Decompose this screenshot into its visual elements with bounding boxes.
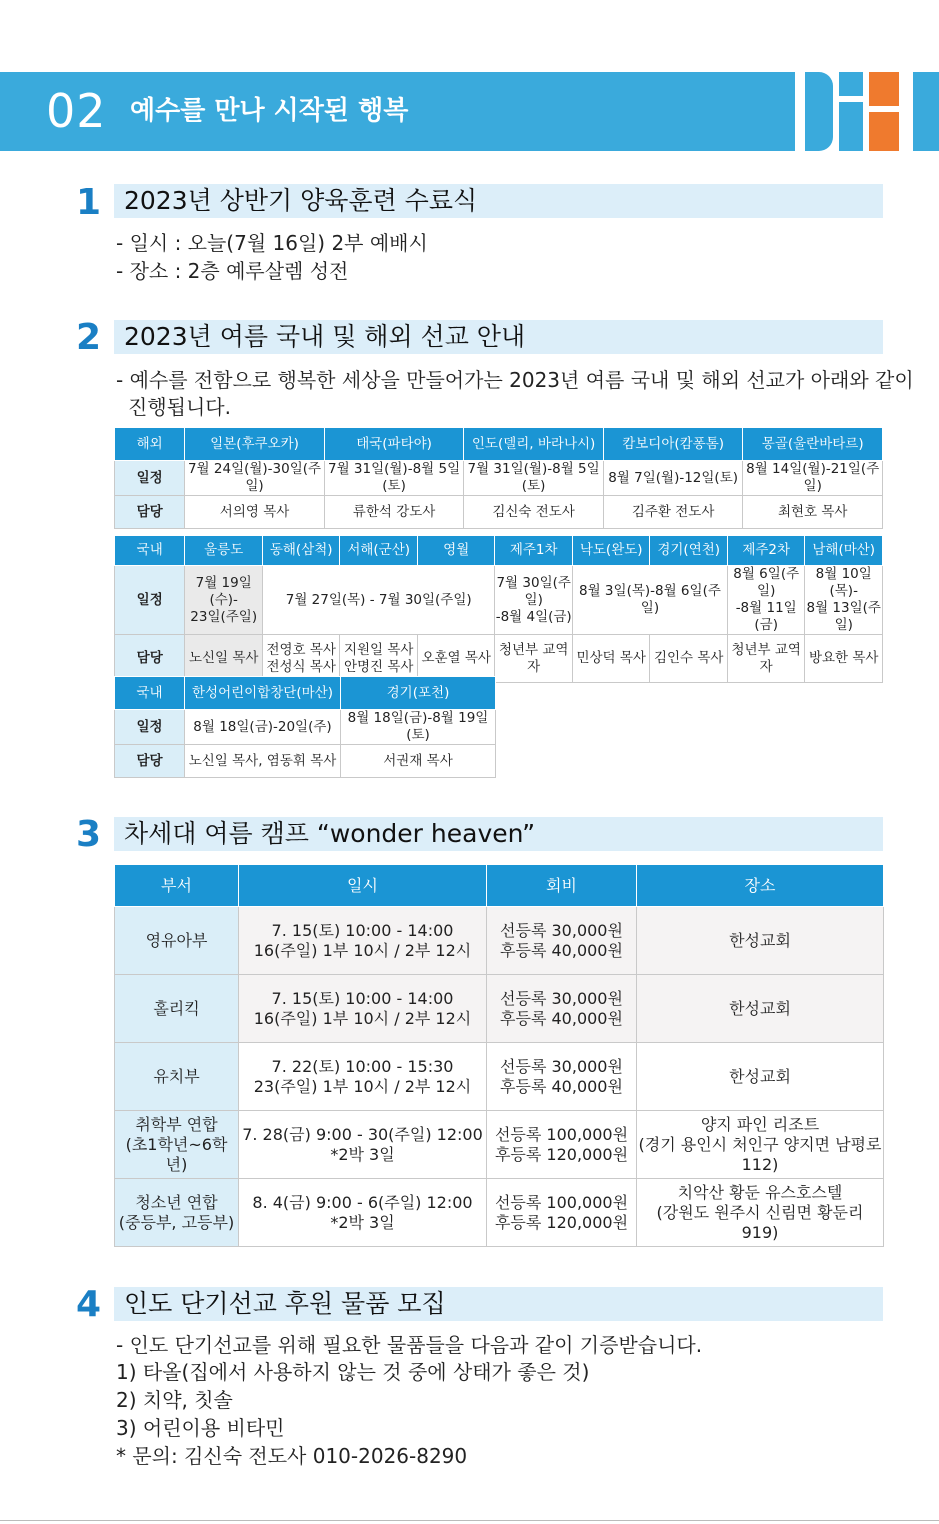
fee-cell <box>487 1179 637 1247</box>
dept-cell <box>115 1111 239 1179</box>
table-head: 일본(후쿠오카) <box>185 428 325 461</box>
table-cell: 오훈열 목사 <box>417 635 495 683</box>
table-head: 태국(파타야) <box>324 428 464 461</box>
cell-line: 7월 19일(수)- <box>195 574 252 608</box>
cell-line: 한성교회 <box>729 998 791 1018</box>
section-4-line: * 문의: 김신숙 전도사 010-2026-8290 <box>116 1444 468 1468</box>
cell-line: 선등록 30,000원 <box>500 920 623 940</box>
section-4-title: 인도 단기선교 후원 물품 모집 <box>124 1289 446 1318</box>
camp-table <box>114 864 884 1247</box>
table-cell: 방요한 목사 <box>805 635 883 683</box>
table-row <box>115 1043 884 1111</box>
table-head: 캄보디아(캄퐁톰) <box>603 428 743 461</box>
cell-line: 유치부 <box>153 1066 200 1086</box>
table-row <box>115 1111 884 1179</box>
table-head: 회비 <box>487 865 637 907</box>
cell-line: 8월 13일(주일) <box>806 600 881 633</box>
cell-line: 16(주일) 1부 10시 / 2부 12시 <box>253 1008 472 1028</box>
table-head: 해외 <box>115 428 185 461</box>
table-cell: 김인수 목사 <box>650 635 728 683</box>
cell-line: 한성교회 <box>729 1066 791 1086</box>
cell-line: -8월 4일(금) <box>495 608 572 625</box>
cell-line: *2박 3일 <box>330 1212 395 1232</box>
table-cell: 7월 31일(월)-8월 5일(토) <box>324 461 464 496</box>
cell-line: 후등록 40,000원 <box>500 1008 623 1028</box>
table-cell <box>805 566 883 635</box>
section-1-line: - 장소 : 2층 예루살렘 성전 <box>116 259 349 283</box>
table-head: 부서 <box>115 865 239 907</box>
cell-line: 8월 6일(주일) <box>733 566 800 599</box>
row-label: 일정 <box>115 566 185 635</box>
cell-line: 후등록 120,000원 <box>494 1212 629 1232</box>
table-cell <box>185 566 263 635</box>
fee-cell <box>487 907 637 975</box>
table-cell: 류한석 강도사 <box>324 496 464 529</box>
table-cell: 서의영 목사 <box>185 496 325 529</box>
table-head: 일시 <box>239 865 487 907</box>
table-cell <box>495 566 573 635</box>
table-head: 경기(포천) <box>341 677 496 710</box>
table-cell: 8월 18일(금)-8월 19일(토) <box>341 710 496 745</box>
cell-line: (중등부, 고등부) <box>118 1212 235 1232</box>
section-1-number: 1 <box>76 182 102 223</box>
table-cell: 7월 27일(목) - 7월 30일(주일) <box>262 566 495 635</box>
table-row <box>115 907 884 975</box>
cell-line: 7. 22(토) 10:00 - 15:30 <box>271 1056 454 1076</box>
domestic-mission-table <box>114 535 883 683</box>
section-2-number: 2 <box>76 317 102 358</box>
cell-line: 선등록 30,000원 <box>500 1056 623 1076</box>
church-logo <box>795 72 939 151</box>
section-2-desc: 진행됩니다. <box>128 395 231 419</box>
table-cell: 민상덕 목사 <box>572 635 650 683</box>
cell-line: 지원일 목사 <box>343 641 414 658</box>
table-cell: 청년부 교역자 <box>495 635 573 683</box>
section-4-line: 1) 타올(집에서 사용하지 않는 것 중에 상태가 좋은 것) <box>116 1360 590 1384</box>
table-head: 경기(연천) <box>650 536 728 566</box>
section-3-title: 차세대 여름 캠프 “wonder heaven” <box>124 819 536 848</box>
table-cell: 8월 3일(목)-8월 6일(주일) <box>572 566 727 635</box>
place-cell <box>637 1111 884 1179</box>
cell-line: 홀리킥 <box>153 998 200 1018</box>
row-label: 담당 <box>115 635 185 683</box>
section-2-desc: - 예수를 전함으로 행복한 세상을 만들어가는 2023년 여름 국내 및 해외 선교가 아래와 같이 <box>116 368 914 392</box>
cell-line: 7. 15(토) 10:00 - 14:00 <box>271 920 454 940</box>
cell-line: 선등록 100,000원 <box>494 1124 629 1144</box>
section-1-title: 2023년 상반기 양육훈련 수료식 <box>124 186 478 215</box>
cell-line: (경기 용인시 처인구 양지면 남평로 112) <box>638 1134 882 1174</box>
table-cell: 최현호 목사 <box>743 496 883 529</box>
date-cell <box>239 907 487 975</box>
table-head: 국내 <box>115 677 185 710</box>
place-cell <box>637 907 884 975</box>
cell-line: 치악산 황둔 유스호스텔 <box>677 1182 843 1202</box>
section-3-number: 3 <box>76 814 102 855</box>
table-row <box>115 975 884 1043</box>
cell-line: 전영호 목사 <box>266 641 336 658</box>
row-label: 담당 <box>115 745 185 778</box>
table-head: 제주2차 <box>727 536 805 566</box>
cell-line: 후등록 40,000원 <box>500 940 623 960</box>
table-head: 장소 <box>637 865 884 907</box>
row-label: 일정 <box>115 461 185 496</box>
row-label: 담당 <box>115 496 185 529</box>
cell-line: 선등록 30,000원 <box>500 988 623 1008</box>
table-cell: 청년부 교역자 <box>727 635 805 683</box>
cell-line: 양지 파인 리조트 <box>700 1114 820 1134</box>
cell-line: 7월 30일(주일) <box>496 574 571 608</box>
section-4-number: 4 <box>76 1284 102 1325</box>
table-head: 국내 <box>115 536 185 566</box>
table-cell: 김신숙 전도사 <box>464 496 604 529</box>
cell-line: 전성식 목사 <box>266 658 336 675</box>
dept-cell <box>115 907 239 975</box>
overseas-mission-table <box>114 427 883 529</box>
cell-line: 안명진 목사 <box>343 658 414 675</box>
table-head: 동해(삼척) <box>262 536 340 566</box>
table-cell: 8월 18일(금)-20일(주) <box>185 710 341 745</box>
table-cell: 7월 24일(월)-30일(주일) <box>185 461 325 496</box>
row-label: 일정 <box>115 710 185 745</box>
table-head: 낙도(완도) <box>572 536 650 566</box>
table-cell <box>727 566 805 635</box>
table-head: 몽골(울란바타르) <box>743 428 883 461</box>
cell-line: 청소년 연합 <box>135 1192 218 1212</box>
dept-cell <box>115 1179 239 1247</box>
table-cell: 노신일 목사 <box>185 635 263 683</box>
date-cell <box>239 1179 487 1247</box>
table-head: 울릉도 <box>185 536 263 566</box>
cell-line: 23(주일) 1부 10시 / 2부 12시 <box>253 1076 472 1096</box>
date-cell <box>239 1111 487 1179</box>
cell-line: 한성교회 <box>729 930 791 950</box>
place-cell <box>637 975 884 1043</box>
cell-line: 후등록 40,000원 <box>500 1076 623 1096</box>
cell-line: 16(주일) 1부 10시 / 2부 12시 <box>253 940 472 960</box>
dept-cell <box>115 975 239 1043</box>
table-cell: 노신일 목사, 염동휘 목사 <box>185 745 341 778</box>
fee-cell <box>487 1043 637 1111</box>
fee-cell <box>487 975 637 1043</box>
cell-line: 취학부 연합 <box>135 1114 218 1134</box>
table-row <box>115 1179 884 1247</box>
section-4-line: - 인도 단기선교를 위해 필요한 물품들을 다음과 같이 기증받습니다. <box>116 1333 703 1357</box>
dept-cell <box>115 1043 239 1111</box>
cell-line: 7. 28(금) 9:00 - 30(주일) 12:00 <box>242 1124 483 1144</box>
cell-line: 영유아부 <box>145 930 208 950</box>
table-cell: 8월 14일(월)-21일(주일) <box>743 461 883 496</box>
section-1-line: - 일시 : 오늘(7월 16일) 2부 예배시 <box>116 231 428 255</box>
cell-line: -8월 11일(금) <box>735 600 797 633</box>
fee-cell <box>487 1111 637 1179</box>
bottom-divider <box>0 1520 939 1521</box>
table-cell: 8월 7일(월)-12일(토) <box>603 461 743 496</box>
section-2-title: 2023년 여름 국내 및 해외 선교 안내 <box>124 322 526 351</box>
table-head: 남해(마산) <box>805 536 883 566</box>
table-head: 서해(군산) <box>340 536 418 566</box>
section-4-line: 3) 어린이용 비타민 <box>116 1416 285 1440</box>
domestic-mission-table-2 <box>114 676 496 778</box>
table-cell: 서권재 목사 <box>341 745 496 778</box>
cell-line: 8월 10일(목)- <box>815 566 872 599</box>
cell-line: 8. 4(금) 9:00 - 6(주일) 12:00 <box>252 1192 473 1212</box>
header-number: 02 <box>46 84 107 138</box>
section-4-line: 2) 치약, 칫솔 <box>116 1388 233 1412</box>
cell-line: *2박 3일 <box>330 1144 395 1164</box>
table-head: 인도(델리, 바라나시) <box>464 428 604 461</box>
table-head: 한성어린이합창단(마산) <box>185 677 341 710</box>
cell-line: (초1학년~6학년) <box>125 1134 228 1174</box>
table-cell: 7월 31일(월)-8월 5일(토) <box>464 461 604 496</box>
place-cell <box>637 1179 884 1247</box>
cell-line: 선등록 100,000원 <box>494 1192 629 1212</box>
cell-line: 7. 15(토) 10:00 - 14:00 <box>271 988 454 1008</box>
cell-line: (강원도 원주시 신림면 황둔리 919) <box>656 1202 864 1242</box>
date-cell <box>239 1043 487 1111</box>
date-cell <box>239 975 487 1043</box>
place-cell <box>637 1043 884 1111</box>
table-head: 영월 <box>417 536 495 566</box>
cell-line: 23일(주일) <box>190 608 258 625</box>
header-title: 예수를 만나 시작된 행복 <box>130 96 409 126</box>
table-head: 제주1차 <box>495 536 573 566</box>
table-cell: 김주환 전도사 <box>603 496 743 529</box>
cell-line: 후등록 120,000원 <box>494 1144 629 1164</box>
